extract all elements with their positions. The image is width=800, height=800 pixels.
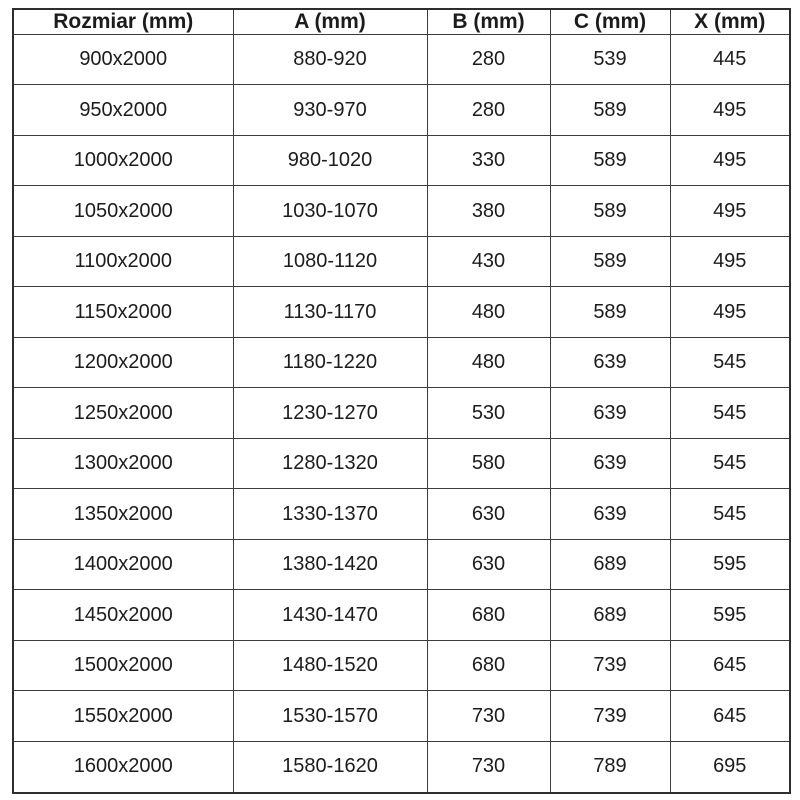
- table-cell: 580: [427, 438, 550, 488]
- table-cell: 1250x2000: [13, 388, 233, 438]
- table-cell: 1100x2000: [13, 236, 233, 286]
- table-cell: 1180-1220: [233, 337, 427, 387]
- table-row: [13, 135, 790, 185]
- table-cell: 930-970: [233, 85, 427, 135]
- table-cell: 1580-1620: [233, 741, 427, 793]
- table-cell: 1000x2000: [13, 135, 233, 185]
- table-cell: 1230-1270: [233, 388, 427, 438]
- table-cell: 589: [550, 236, 670, 286]
- table-cell: 639: [550, 337, 670, 387]
- table-cell: 280: [427, 35, 550, 85]
- table-cell: 545: [670, 337, 790, 387]
- table-cell: 630: [427, 539, 550, 589]
- table-row: [13, 438, 790, 488]
- table-cell: 639: [550, 438, 670, 488]
- table-cell: 739: [550, 640, 670, 690]
- table-cell: 539: [550, 35, 670, 85]
- table-cell: 480: [427, 337, 550, 387]
- header-row: [13, 9, 790, 35]
- table-row: [13, 691, 790, 741]
- table-row: [13, 287, 790, 337]
- table-cell: 1600x2000: [13, 741, 233, 793]
- table-cell: 495: [670, 186, 790, 236]
- table-cell: 645: [670, 640, 790, 690]
- size-table: [12, 8, 791, 794]
- table-row: [13, 741, 790, 793]
- table-row: [13, 85, 790, 135]
- table-cell: 595: [670, 539, 790, 589]
- table-cell: 430: [427, 236, 550, 286]
- table-cell: 645: [670, 691, 790, 741]
- table-cell: 689: [550, 590, 670, 640]
- column-header-rozmiar: Rozmiar (mm): [13, 9, 233, 35]
- table-row: [13, 35, 790, 85]
- table-cell: 1030-1070: [233, 186, 427, 236]
- table-cell: 445: [670, 35, 790, 85]
- table-row: [13, 236, 790, 286]
- table-cell: 495: [670, 236, 790, 286]
- table-row: [13, 539, 790, 589]
- table-cell: 1450x2000: [13, 590, 233, 640]
- table-cell: 280: [427, 85, 550, 135]
- table-cell: 1530-1570: [233, 691, 427, 741]
- table-cell: 589: [550, 186, 670, 236]
- table-row: [13, 640, 790, 690]
- table-cell: 880-920: [233, 35, 427, 85]
- table-cell: 589: [550, 287, 670, 337]
- table-cell: 739: [550, 691, 670, 741]
- table-cell: 1430-1470: [233, 590, 427, 640]
- table-cell: 1150x2000: [13, 287, 233, 337]
- column-header-x: X (mm): [670, 9, 790, 35]
- table-cell: 545: [670, 438, 790, 488]
- table-cell: 1130-1170: [233, 287, 427, 337]
- table-cell: 595: [670, 590, 790, 640]
- table-cell: 1550x2000: [13, 691, 233, 741]
- table-cell: 639: [550, 489, 670, 539]
- table-cell: 1080-1120: [233, 236, 427, 286]
- table-cell: 1280-1320: [233, 438, 427, 488]
- table-cell: 900x2000: [13, 35, 233, 85]
- table-cell: 495: [670, 287, 790, 337]
- table-cell: 639: [550, 388, 670, 438]
- table-cell: 1330-1370: [233, 489, 427, 539]
- table-row: [13, 489, 790, 539]
- table-cell: 1400x2000: [13, 539, 233, 589]
- table-row: [13, 388, 790, 438]
- table-cell: 330: [427, 135, 550, 185]
- table-cell: 630: [427, 489, 550, 539]
- table-cell: 589: [550, 135, 670, 185]
- table-row: [13, 590, 790, 640]
- column-header-c: C (mm): [550, 9, 670, 35]
- table-cell: 480: [427, 287, 550, 337]
- table-cell: 530: [427, 388, 550, 438]
- table-cell: 730: [427, 691, 550, 741]
- table-cell: 495: [670, 135, 790, 185]
- table-cell: 495: [670, 85, 790, 135]
- table-cell: 1200x2000: [13, 337, 233, 387]
- table-cell: 730: [427, 741, 550, 793]
- table-cell: 980-1020: [233, 135, 427, 185]
- table-cell: 589: [550, 85, 670, 135]
- table-row: [13, 337, 790, 387]
- table-cell: 1480-1520: [233, 640, 427, 690]
- table-row: [13, 186, 790, 236]
- column-header-b: B (mm): [427, 9, 550, 35]
- table-cell: 950x2000: [13, 85, 233, 135]
- table-cell: 789: [550, 741, 670, 793]
- table-cell: 1500x2000: [13, 640, 233, 690]
- column-header-a: A (mm): [233, 9, 427, 35]
- table-cell: 1050x2000: [13, 186, 233, 236]
- table-cell: 689: [550, 539, 670, 589]
- table-cell: 1300x2000: [13, 438, 233, 488]
- table-cell: 695: [670, 741, 790, 793]
- table-cell: 545: [670, 489, 790, 539]
- table-cell: 680: [427, 590, 550, 640]
- table-cell: 1350x2000: [13, 489, 233, 539]
- table-cell: 380: [427, 186, 550, 236]
- table-cell: 1380-1420: [233, 539, 427, 589]
- table-cell: 545: [670, 388, 790, 438]
- table-cell: 680: [427, 640, 550, 690]
